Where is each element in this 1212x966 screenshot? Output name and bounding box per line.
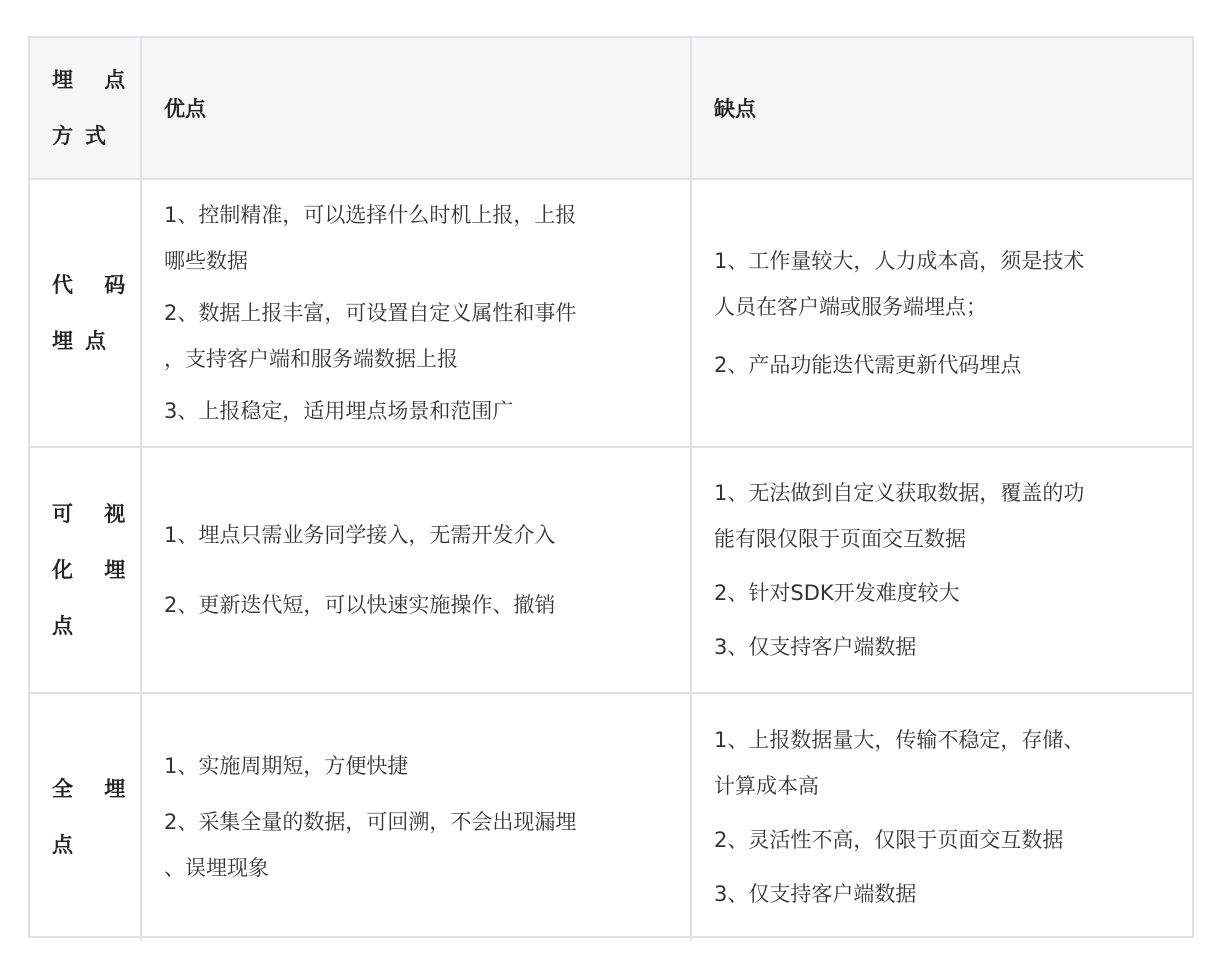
method-line: 点 (52, 833, 85, 857)
cons-cell (692, 448, 1192, 692)
pros-line: 1、埋点只需业务同学接入，无需开发介入 (164, 523, 556, 547)
method-cell (30, 694, 142, 940)
pros-line: 哪些数据 (164, 249, 248, 273)
cons-line: 2、针对SDK开发难度较大 (714, 581, 960, 605)
header-method-line: 埋 点 (52, 68, 138, 92)
pros-cell (142, 694, 692, 940)
method-line: 全 埋 (52, 777, 138, 801)
pros-cell (142, 180, 692, 446)
method-line: 埋点 (52, 329, 118, 353)
method-line: 可 视 (52, 502, 138, 526)
pros-line: 2、采集全量的数据，可回溯，不会出现漏埋 (164, 810, 577, 834)
cons-line: 人员在客户端或服务端埋点； (714, 295, 987, 319)
method-cell (30, 448, 142, 692)
table-row-code-tracking (30, 180, 1192, 448)
cons-line: 能有限仅限于页面交互数据 (714, 527, 966, 551)
method-line: 点 (52, 614, 85, 638)
table-row-visual-tracking (30, 448, 1192, 694)
header-cons-cell (692, 38, 1192, 178)
cons-line: 3、仅支持客户端数据 (714, 635, 917, 659)
method-cell (30, 180, 142, 446)
cons-cell (692, 694, 1192, 940)
header-pros-cell (142, 38, 692, 178)
cons-line: 2、产品功能迭代需更新代码埋点 (714, 353, 1022, 377)
cons-line: 1、工作量较大，人力成本高，须是技术 (714, 249, 1085, 273)
cons-line: 1、无法做到自定义获取数据，覆盖的功 (714, 481, 1085, 505)
header-method-line: 方式 (52, 124, 118, 148)
cons-cell (692, 180, 1192, 446)
pros-line: 3、上报稳定，适用埋点场景和范围广 (164, 399, 514, 423)
header-cons-label: 缺点 (714, 97, 756, 121)
method-line: 代 码 (52, 273, 138, 297)
table-header-row (30, 38, 1192, 180)
cons-line: 计算成本高 (714, 774, 819, 798)
pros-line: 1、控制精准，可以选择什么时机上报，上报 (164, 203, 577, 227)
table-row-full-tracking (30, 694, 1192, 940)
pros-line: 2、更新迭代短，可以快速实施操作、撤销 (164, 593, 556, 617)
comparison-table (28, 36, 1194, 938)
pros-line: 1、实施周期短，方便快捷 (164, 754, 409, 778)
header-pros-label: 优点 (164, 97, 206, 121)
method-line: 化 埋 (52, 558, 138, 582)
pros-line: ，支持客户端和服务端数据上报 (164, 347, 458, 371)
pros-cell (142, 448, 692, 692)
cons-line: 1、上报数据量大，传输不稳定，存储、 (714, 728, 1085, 752)
header-method-cell (30, 38, 142, 178)
cons-line: 3、仅支持客户端数据 (714, 882, 917, 906)
pros-line: 、误埋现象 (164, 856, 269, 880)
pros-line: 2、数据上报丰富，可设置自定义属性和事件 (164, 301, 577, 325)
cons-line: 2、灵活性不高，仅限于页面交互数据 (714, 828, 1064, 852)
